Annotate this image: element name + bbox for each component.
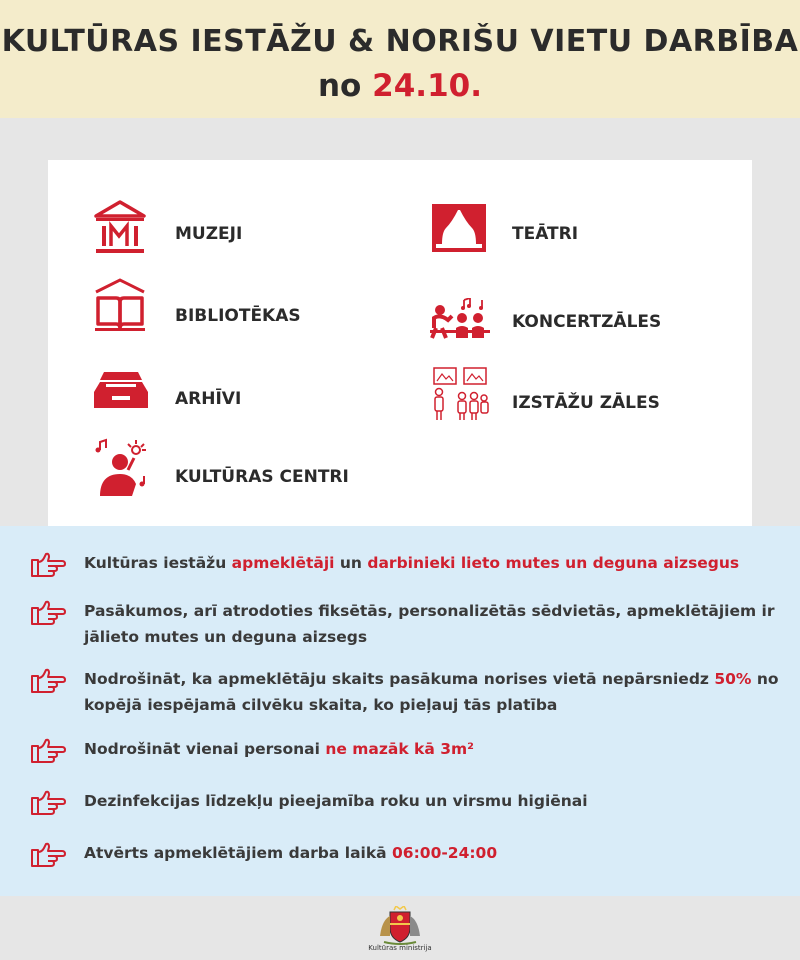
rule-text xyxy=(84,788,784,814)
stage-curtain-icon xyxy=(430,202,488,254)
venue-label-theatres: TEĀTRI xyxy=(512,224,579,244)
rule-text xyxy=(84,840,784,866)
venue-label-museums: MUZEJI xyxy=(175,224,243,244)
pointing-hand-icon xyxy=(30,738,66,764)
concert-icon xyxy=(430,298,490,340)
rule-highlight: 06:00-24:00 xyxy=(392,844,498,862)
archive-box-icon xyxy=(92,370,150,410)
footer xyxy=(0,896,800,960)
rule-fragment: Nodrošināt, ka apmeklētāju skaits pasākuma norises vietā nepārsniedz xyxy=(84,670,715,688)
book-icon xyxy=(92,278,148,334)
gallery-icon xyxy=(430,366,490,422)
venue-label-exhibition-halls: IZSTĀŽU ZĀLES xyxy=(512,393,660,413)
venue-label-concert-halls: KONCERTZĀLES xyxy=(512,312,662,332)
pointing-hand-icon xyxy=(30,668,66,694)
rule-fragment: Nodrošināt vienai personai xyxy=(84,740,326,758)
pointing-hand-icon xyxy=(30,600,66,626)
museum-icon xyxy=(92,200,148,256)
rule-fragment: Pasākumos, arī atrodoties fiksētās, personalizētās sēdvietās, apmeklētājiem ir jālieto mutes un deguna aizsegs xyxy=(84,602,775,646)
rule-fragment: Atvērts apmeklētājiem darba laikā xyxy=(84,844,393,862)
singer-icon xyxy=(92,436,152,500)
rule-highlight: ne mazāk kā 3m² xyxy=(325,740,474,758)
subtitle-prefix: no xyxy=(317,68,362,104)
rule-highlight: apmeklētāji xyxy=(231,554,335,572)
page-subtitle xyxy=(0,68,800,104)
rule-text xyxy=(84,598,784,650)
rule-text xyxy=(84,666,784,718)
rule-fragment: no kopējā iespējamā cilvēku skaita, ko pieļauj tās platība xyxy=(84,670,779,714)
rule-fragment: un xyxy=(334,554,368,572)
rule-highlight: darbinieki lieto mutes un deguna aizsegus xyxy=(367,554,740,572)
ministry-name: Kultūras ministrija xyxy=(368,944,432,952)
rule-text xyxy=(84,736,784,762)
rule-highlight: 50% xyxy=(714,670,752,688)
rule-fragment: Kultūras iestāžu xyxy=(84,554,232,572)
rule-text xyxy=(84,550,784,576)
pointing-hand-icon xyxy=(30,790,66,816)
venue-label-culture-centers: KULTŪRAS CENTRI xyxy=(175,467,349,487)
rules-panel xyxy=(0,526,800,896)
pointing-hand-icon xyxy=(30,842,66,868)
page-title: KULTŪRAS IESTĀŽU & NORIŠU VIETU DARBĪBA xyxy=(1,24,799,59)
venues-card xyxy=(48,160,752,530)
pointing-hand-icon xyxy=(30,552,66,578)
venue-label-libraries: BIBLIOTĒKAS xyxy=(175,306,301,326)
header-banner xyxy=(0,0,800,118)
venue-label-archives: ARHĪVI xyxy=(175,389,242,409)
rule-fragment: Dezinfekcijas līdzekļu pieejamība roku un virsmu higiēnai xyxy=(84,792,588,810)
coat-of-arms-icon xyxy=(376,906,424,946)
subtitle-date: 24.10. xyxy=(372,68,482,104)
